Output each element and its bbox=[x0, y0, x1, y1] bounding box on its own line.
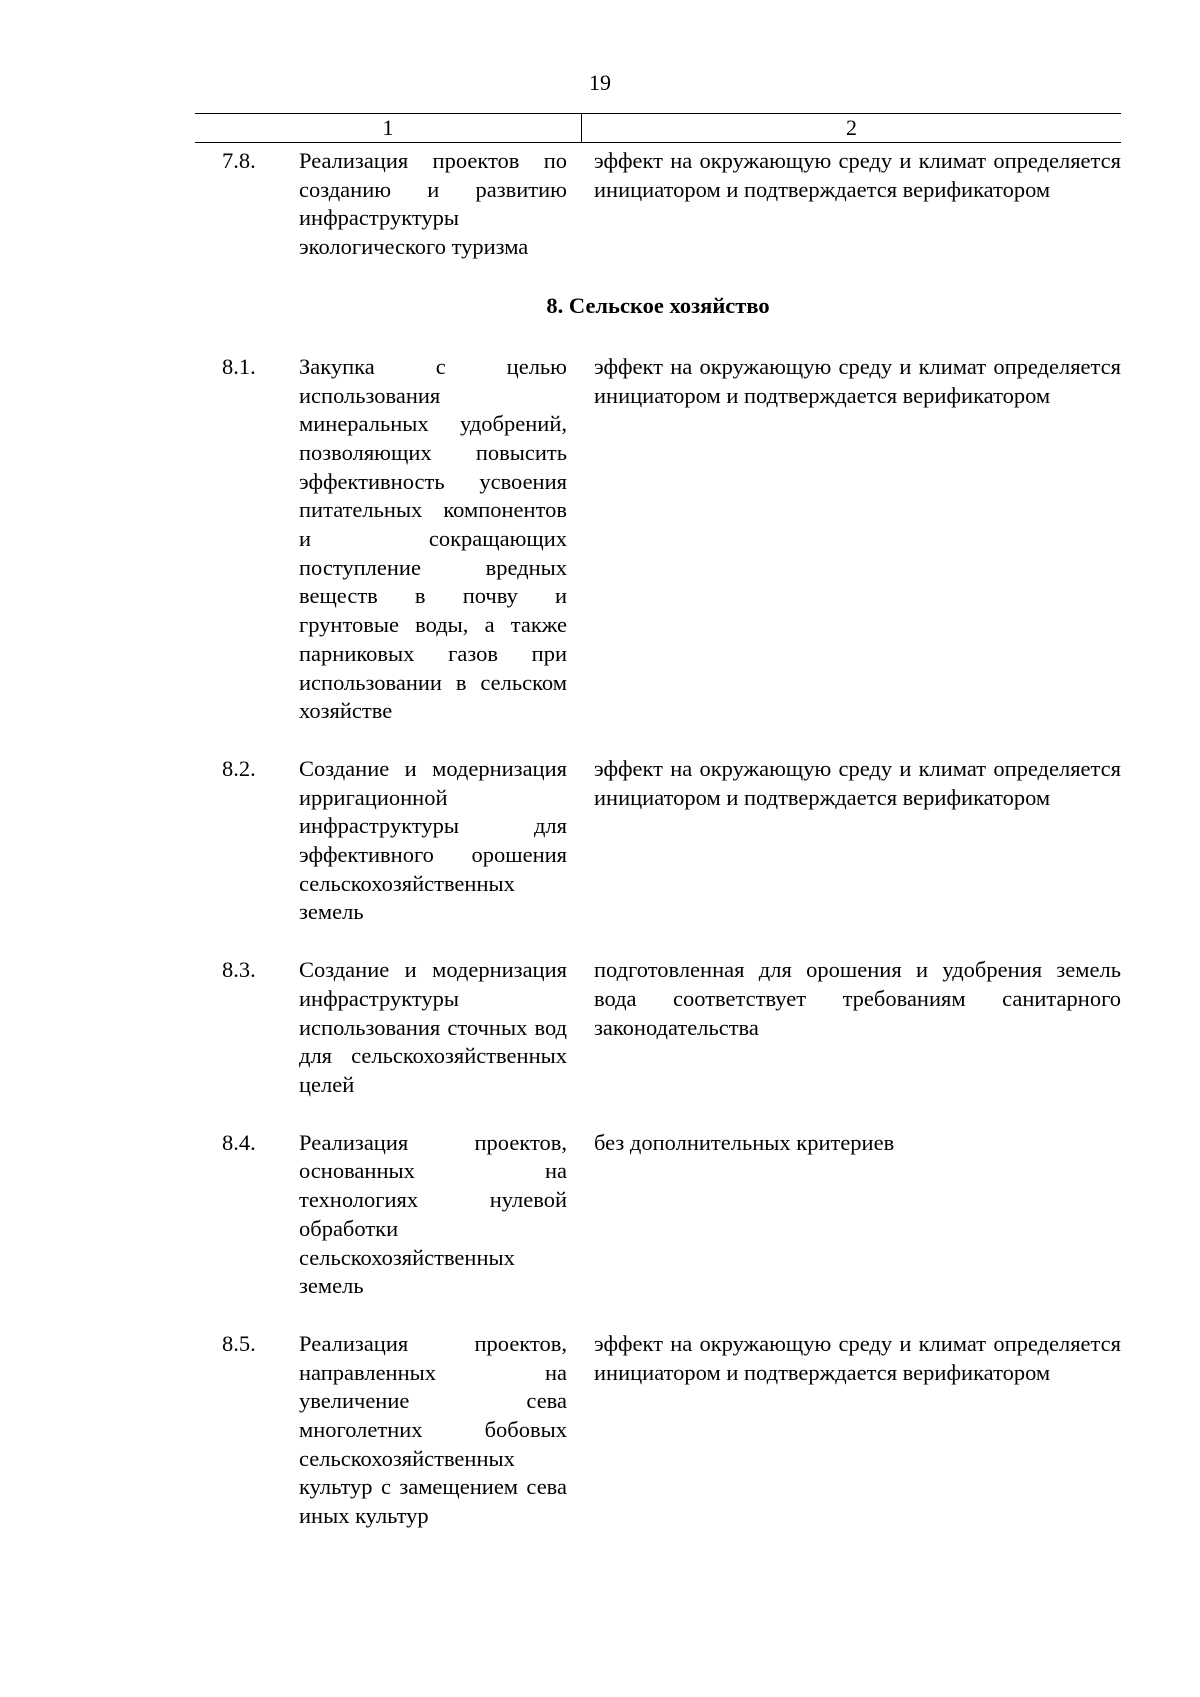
document-table-body bbox=[195, 147, 1121, 1531]
table-row bbox=[195, 353, 1121, 726]
row-criteria: эффект на окружающую среду и климат определяется инициатором и подтверждается верификатором bbox=[594, 755, 1121, 810]
row-number: 8.1. bbox=[222, 353, 256, 379]
table-header-col-2: 2 bbox=[846, 115, 857, 140]
table-row bbox=[195, 1330, 1121, 1531]
row-spacer bbox=[195, 1100, 1121, 1129]
table-row bbox=[195, 956, 1121, 1100]
row-criteria: подготовленная для орошения и удобрения земель вода соответствует требованиям санитарного законодательства bbox=[594, 957, 1121, 1040]
row-project-name: Создание и модернизация инфраструктуры использования сточных вод для сельскохозяйственных целей bbox=[299, 957, 567, 1097]
row-project-name: Закупка с целью использования минеральных удобрений, позволяющих повысить эффективность усвоения питательных компонентов и сокращающих поступление вредных веществ в почву и грунтовые воды, а также парниковых газов при использовании в сельском хозяйстве bbox=[299, 353, 567, 724]
row-project-name: Реализация проектов, основанных на технологиях нулевой обработки сельскохозяйственных земель bbox=[299, 1129, 567, 1299]
row-number: 8.5. bbox=[222, 1330, 256, 1356]
table-header bbox=[195, 113, 1121, 143]
row-spacer bbox=[195, 927, 1121, 956]
row-criteria: эффект на окружающую среду и климат определяется инициатором и подтверждается верификатором bbox=[594, 148, 1121, 202]
section-title: 8. Сельское хозяйство bbox=[546, 292, 770, 318]
table-row bbox=[195, 147, 1121, 262]
row-criteria: эффект на окружающую среду и климат определяется инициатором и подтверждается верификатором bbox=[594, 1330, 1121, 1385]
row-spacer bbox=[195, 726, 1121, 755]
table-row bbox=[195, 755, 1121, 927]
row-project-name: Создание и модернизация ирригационной инфраструктуры для эффективного орошения сельскохозяйственных земель bbox=[299, 755, 567, 925]
page-number: 19 bbox=[589, 70, 611, 95]
row-number: 8.4. bbox=[222, 1129, 256, 1155]
row-number: 8.2. bbox=[222, 755, 256, 781]
table-header-col-1: 1 bbox=[195, 114, 582, 142]
row-number: 7.8. bbox=[222, 148, 256, 173]
table-row bbox=[195, 1129, 1121, 1301]
row-number: 8.3. bbox=[222, 957, 256, 983]
row-criteria: без дополнительных критериев bbox=[594, 1129, 895, 1155]
row-criteria: эффект на окружающую среду и климат определяется инициатором и подтверждается верификатором bbox=[594, 353, 1121, 408]
row-spacer bbox=[195, 1301, 1121, 1330]
row-project-name: Реализация проектов по созданию и развитию инфраструктуры экологического туризма bbox=[299, 148, 567, 260]
row-project-name: Реализация проектов, направленных на увеличение сева многолетних бобовых сельскохозяйственных культур с замещением сева иных культур bbox=[299, 1330, 567, 1529]
